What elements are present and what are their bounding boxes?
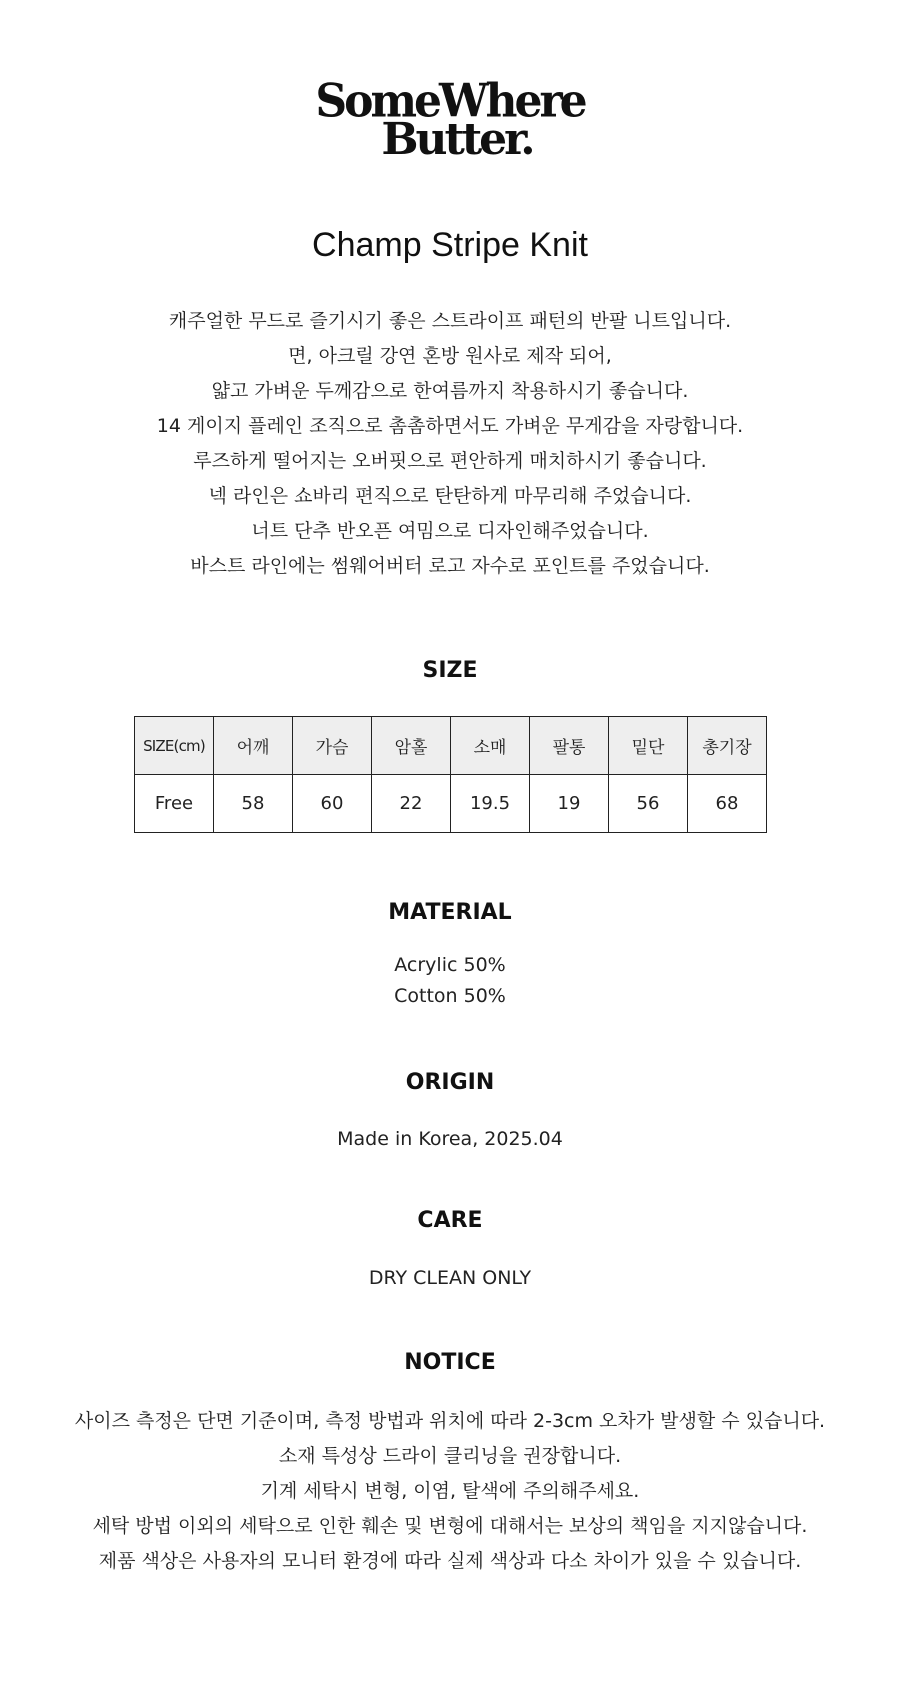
material-line: Cotton 50% [394,985,506,1007]
size-table-header-row [135,717,767,775]
size-value-cell: 68 [688,775,767,833]
size-header-cell: 암홀 [372,717,451,775]
size-heading: SIZE [422,658,478,683]
care-text [0,1263,900,1294]
size-value-cell: 56 [609,775,688,833]
material-line: Acrylic 50% [394,954,506,976]
brand-logo-line1: SomeWhere [315,74,585,129]
notice-line: 기계 세탁시 변형, 이염, 탈색에 주의해주세요. [260,1480,640,1502]
size-header-cell: 밑단 [609,717,688,775]
size-value-cell: 58 [214,775,293,833]
notice-line: 세탁 방법 이외의 세탁으로 인한 훼손 및 변형에 대해서는 보상의 책임을 지지않습니다. [92,1515,808,1537]
product-description [0,304,900,584]
brand-logo [0,74,900,165]
size-table-row [135,775,767,833]
description-line: 면, 아크릴 강연 혼방 원사로 제작 되어, [288,345,612,367]
size-header-cell: 가슴 [293,717,372,775]
size-header-cell: 팔통 [530,717,609,775]
size-header-cell: 어깨 [214,717,293,775]
description-line: 루즈하게 떨어지는 오버핏으로 편안하게 매치하시기 좋습니다. [193,450,707,472]
notice-line: 소재 특성상 드라이 클리닝을 권장합니다. [278,1445,622,1467]
size-value-cell: Free [135,775,214,833]
size-header-cell: SIZE(cm) [135,717,214,775]
notice-line: 제품 색상은 사용자의 모니터 환경에 따라 실제 색상과 다소 차이가 있을 수 있습니다. [98,1550,802,1572]
material-heading: MATERIAL [388,900,512,925]
size-table [134,716,767,833]
size-value-cell: 19 [530,775,609,833]
material-text [0,950,900,1012]
notice-heading: NOTICE [404,1350,496,1375]
size-value-cell: 22 [372,775,451,833]
description-line: 너트 단추 반오픈 여밈으로 디자인해주었습니다. [251,520,649,542]
description-line: 14 게이지 플레인 조직으로 촘촘하면서도 가벼운 무게감을 자랑합니다. [156,415,744,437]
origin-text [0,1124,900,1155]
description-line: 얇고 가벼운 두께감으로 한여름까지 착용하시기 좋습니다. [211,380,689,402]
size-value-cell: 19.5 [451,775,530,833]
description-line: 바스트 라인에는 썸웨어버터 로고 자수로 포인트를 주었습니다. [190,555,710,577]
size-header-cell: 소매 [451,717,530,775]
description-line: 넥 라인은 쇼바리 편직으로 탄탄하게 마무리해 주었습니다. [208,485,692,507]
size-header-cell: 총기장 [688,717,767,775]
brand-logo-line2: Butter. [381,114,533,165]
notice-line: 사이즈 측정은 단면 기준이며, 측정 방법과 위치에 따라 2-3cm 오차가 발생할 수 있습니다. [74,1410,826,1432]
care-heading: CARE [417,1208,483,1233]
notice-text [0,1404,900,1579]
description-line: 캐주얼한 무드로 즐기시기 좋은 스트라이프 패턴의 반팔 니트입니다. [168,310,732,332]
size-value-cell: 60 [293,775,372,833]
origin-heading: ORIGIN [405,1070,495,1095]
care-line: DRY CLEAN ONLY [368,1267,532,1289]
product-title: Champ Stripe Knit [312,226,588,264]
origin-line: Made in Korea, 2025.04 [337,1128,563,1150]
